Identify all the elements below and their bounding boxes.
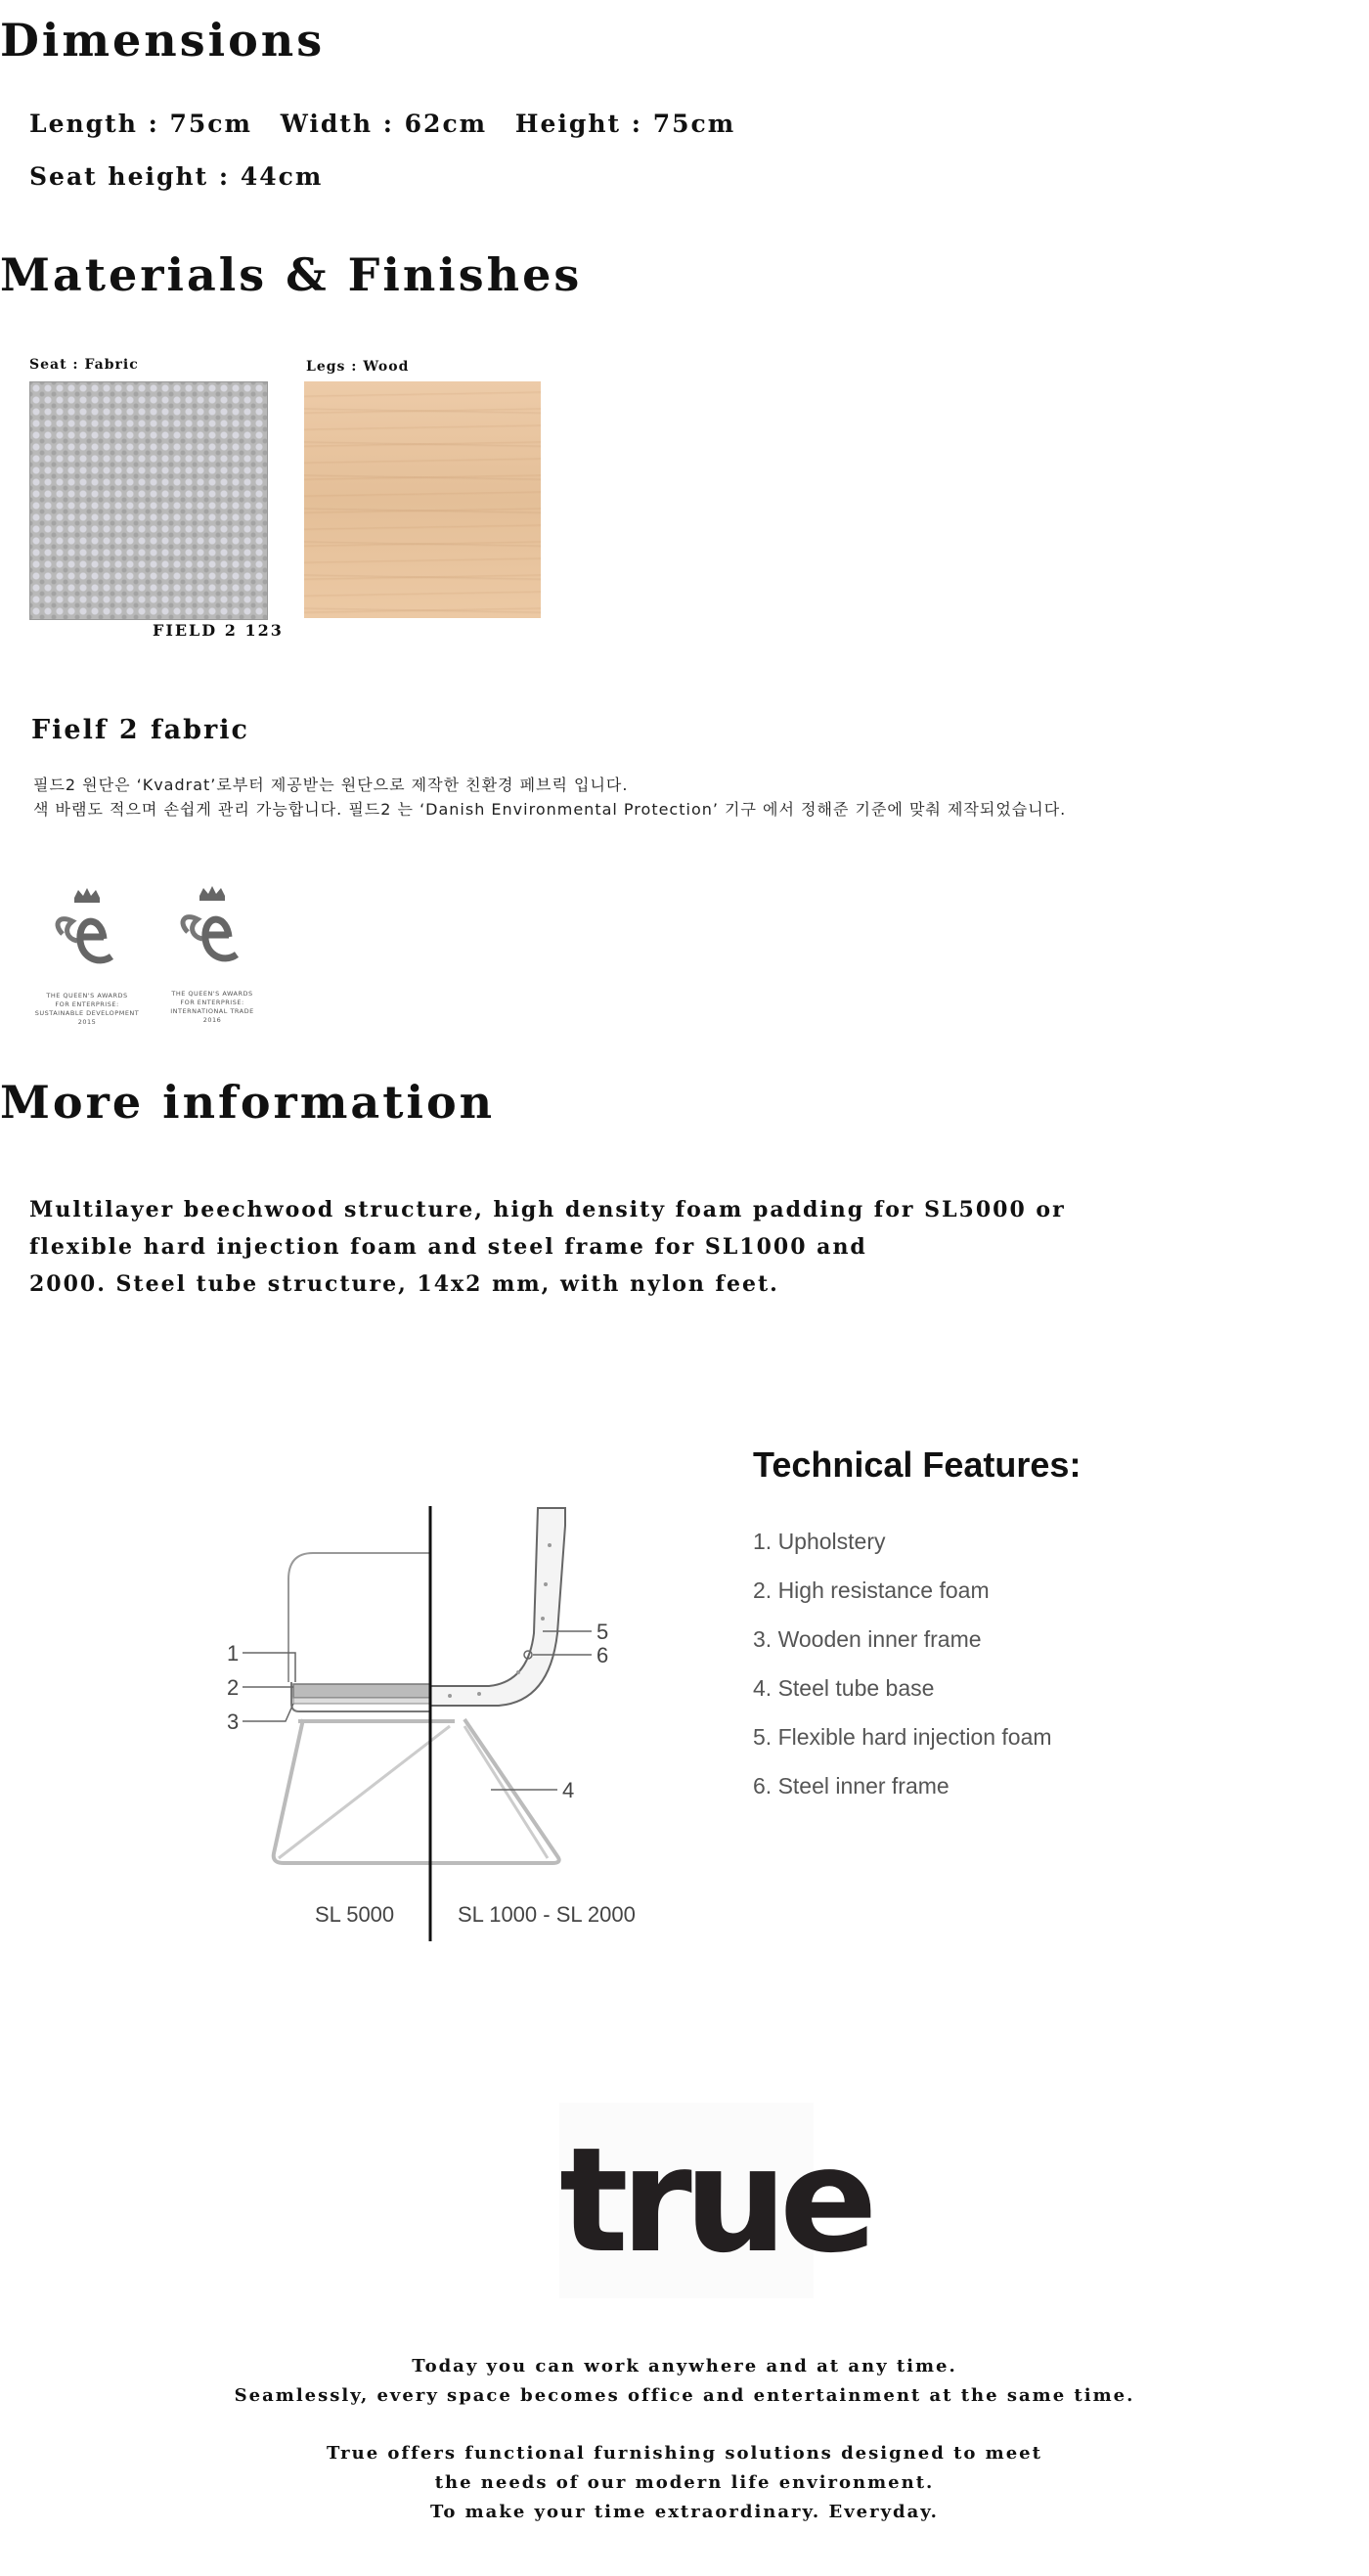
more-info-text <box>29 1191 1066 1303</box>
seat-fabric-code: FIELD 2 123 <box>153 621 284 640</box>
callout-5: 5 <box>596 1620 609 1644</box>
footer-line-1: Today you can work anywhere and at any time. <box>412 2356 957 2376</box>
callout-1: 1 <box>227 1641 240 1666</box>
seat-height-value: Seat height : 44cm <box>29 162 324 191</box>
dimensions-row <box>29 110 753 138</box>
logo-text: true <box>559 2116 870 2285</box>
more-info-line-1: Multilayer beechwood structure, high density foam padding for SL5000 or <box>29 1197 1066 1222</box>
callout-3: 3 <box>227 1710 240 1734</box>
footer-paragraph-2 <box>0 2439 1369 2527</box>
dimensions-heading: Dimensions <box>0 14 326 67</box>
footer-line-5: To make your time extraordinary. Everyday. <box>430 2502 939 2522</box>
technical-feature-1: 1. Upholstery <box>753 1529 886 1554</box>
more-info-heading: More information <box>0 1076 496 1129</box>
award-caption-2: THE QUEEN'S AWARDS FOR ENTERPRISE: INTERNATIONAL TRADE 2016 <box>170 990 254 1024</box>
technical-feature-2: 2. High resistance foam <box>753 1577 990 1603</box>
technical-features-title: Technical Features: <box>753 1444 1082 1485</box>
true-logo <box>559 2103 870 2298</box>
callout-2: 2 <box>227 1675 240 1700</box>
technical-feature-4: 4. Steel tube base <box>753 1675 935 1701</box>
materials-heading: Materials & Finishes <box>0 248 583 301</box>
queens-award-international <box>158 878 266 1025</box>
model-label-sl1000-2000: SL 1000 - SL 2000 <box>458 1902 636 1927</box>
chair-technical-diagram <box>205 1487 665 1956</box>
queens-award-emblem-icon <box>158 878 266 986</box>
legs-swatch-label: Legs : Wood <box>306 359 410 375</box>
queens-award-emblem-icon <box>33 880 141 988</box>
more-info-line-2: flexible hard injection foam and steel frame for SL1000 and <box>29 1234 867 1260</box>
seat-swatch-label: Seat : Fabric <box>29 357 139 373</box>
footer-line-2: Seamlessly, every space becomes office and entertainment at the same time. <box>234 2385 1135 2406</box>
footer-line-4: the needs of our modern life environment. <box>434 2472 935 2493</box>
model-label-sl5000: SL 5000 <box>315 1902 395 1927</box>
technical-feature-3: 3. Wooden inner frame <box>753 1626 982 1652</box>
queens-award-sustainable <box>33 880 141 1027</box>
fabric-description-line-1: 필드2 원단은 ‘Kvadrat’로부터 제공받는 원단으로 제작한 친환경 페브릭 입니다. <box>33 776 629 794</box>
footer-line-3: True offers functional furnishing solutions designed to meet <box>327 2443 1042 2464</box>
callout-6: 6 <box>596 1643 609 1667</box>
width-value: Width : 62cm <box>280 110 488 138</box>
award-caption-1: THE QUEEN'S AWARDS FOR ENTERPRISE: SUSTAINABLE DEVELOPMENT 2015 <box>34 992 140 1026</box>
fabric-heading: Fielf 2 fabric <box>31 715 249 745</box>
callout-4: 4 <box>562 1778 575 1802</box>
height-value: Height : 75cm <box>514 110 736 138</box>
legs-wood-swatch <box>304 381 541 618</box>
more-info-line-3: 2000. Steel tube structure, 14x2 mm, with nylon feet. <box>29 1271 779 1297</box>
footer-paragraph-1 <box>0 2352 1369 2411</box>
technical-feature-5: 5. Flexible hard injection foam <box>753 1724 1052 1750</box>
seat-fabric-swatch <box>29 381 268 620</box>
length-value: Length : 75cm <box>29 110 252 138</box>
fabric-description-line-2: 색 바램도 적으며 손쉽게 관리 가능합니다. 필드2 는 ‘Danish Environmental Protection’ 기구 에서 정해준 기준에 맞춰 제작되었습니다. <box>33 800 1067 819</box>
technical-feature-6: 6. Steel inner frame <box>753 1773 949 1799</box>
